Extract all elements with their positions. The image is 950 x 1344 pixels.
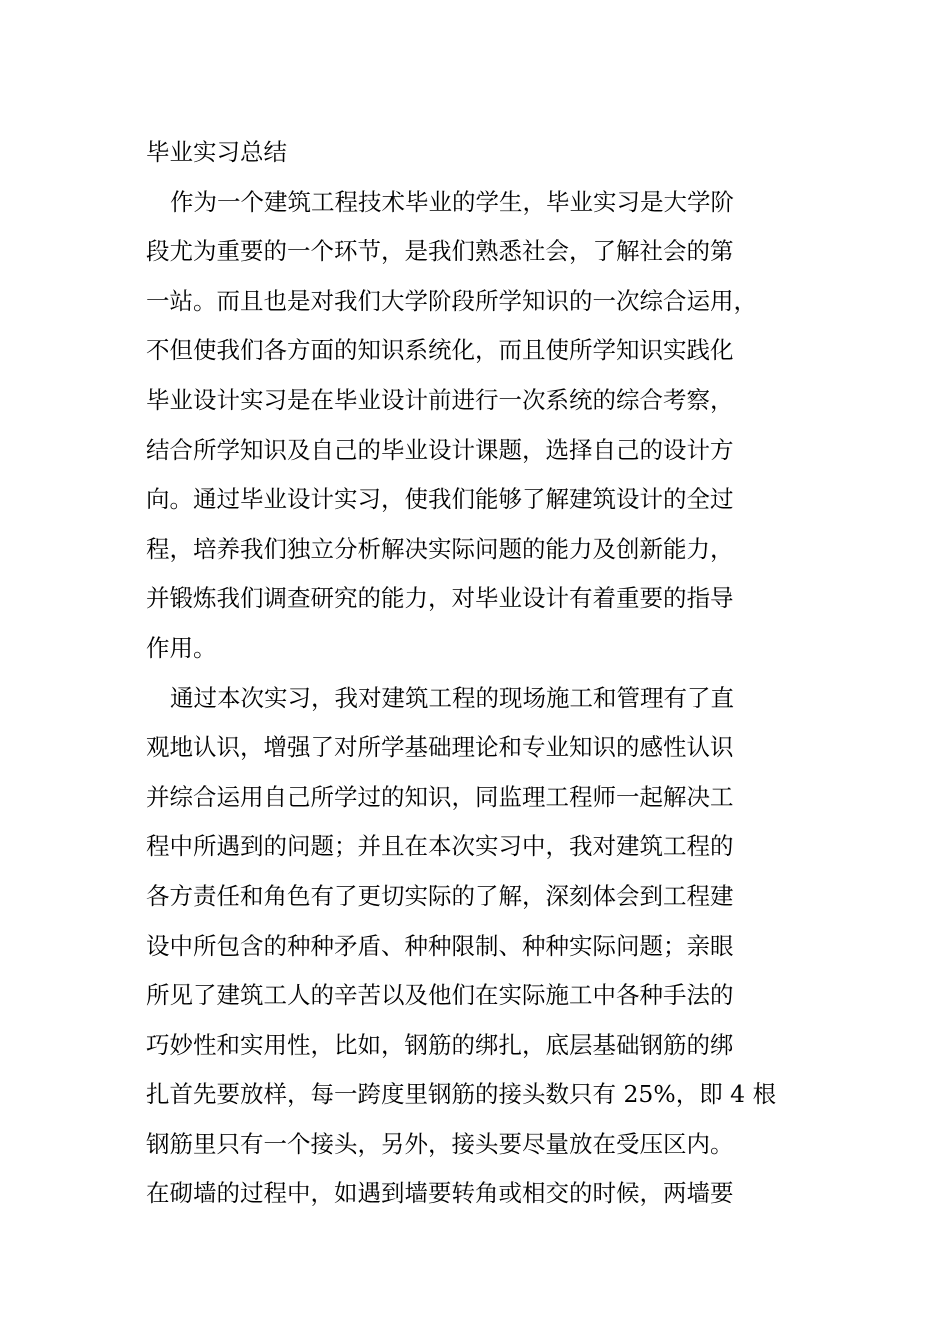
paragraph-line: 一站。而且也是对我们大学阶段所学知识的一次综合运用， [146, 286, 757, 315]
paragraph-line: 不但使我们各方面的知识系统化，而且使所学知识实践化 [146, 336, 734, 365]
paragraph-line: 毕业设计实习是在毕业设计前进行一次系统的综合考察， [146, 385, 734, 414]
paragraph-1 [146, 178, 818, 674]
document-title: 毕业实习总结 [146, 138, 287, 166]
paragraph-line: 钢筋里只有一个接头，另外，接头要尽量放在受压区内。 [146, 1129, 734, 1158]
paragraph-line: 作用。 [146, 633, 217, 662]
paragraph-line: 各方责任和角色有了更切实际的了解，深刻体会到工程建 [146, 881, 734, 910]
paragraph-line: 向。通过毕业设计实习，使我们能够了解建筑设计的全过 [146, 485, 734, 514]
paragraph-line: 结合所学知识及自己的毕业设计课题，选择自己的设计方 [146, 435, 734, 464]
paragraph-line: 观地认识，增强了对所学基础理论和专业知识的感性认识 [146, 733, 734, 762]
paragraph-line: 并综合运用自己所学过的知识，同监理工程师一起解决工 [146, 782, 734, 811]
paragraph-line: 作为一个建筑工程技术毕业的学生，毕业实习是大学阶 [170, 187, 734, 216]
paragraph-line: 段尤为重要的一个环节，是我们熟悉社会，了解社会的第 [146, 237, 734, 266]
paragraph-line: 通过本次实习，我对建筑工程的现场施工和管理有了直 [170, 683, 734, 712]
paragraph-2 [146, 674, 818, 1220]
paragraph-line: 程，培养我们独立分析解决实际问题的能力及创新能力， [146, 534, 734, 563]
paragraph-line: 在砌墙的过程中，如遇到墙要转角或相交的时候，两墙要 [146, 1179, 734, 1208]
paragraph-line: 所见了建筑工人的辛苦以及他们在实际施工中各种手法的 [146, 981, 734, 1010]
document-body [146, 128, 818, 1219]
paragraph-line: 程中所遇到的问题；并且在本次实习中，我对建筑工程的 [146, 832, 734, 861]
paragraph-line: 扎首先要放样，每一跨度里钢筋的接头数只有 25%，即 4 根 [146, 1080, 777, 1109]
paragraph-line: 并锻炼我们调查研究的能力，对毕业设计有着重要的指导 [146, 584, 734, 613]
paragraph-line: 巧妙性和实用性，比如，钢筋的绑扎，底层基础钢筋的绑 [146, 1030, 734, 1059]
paragraph-line: 设中所包含的种种矛盾、种种限制、种种实际问题；亲眼 [146, 931, 734, 960]
